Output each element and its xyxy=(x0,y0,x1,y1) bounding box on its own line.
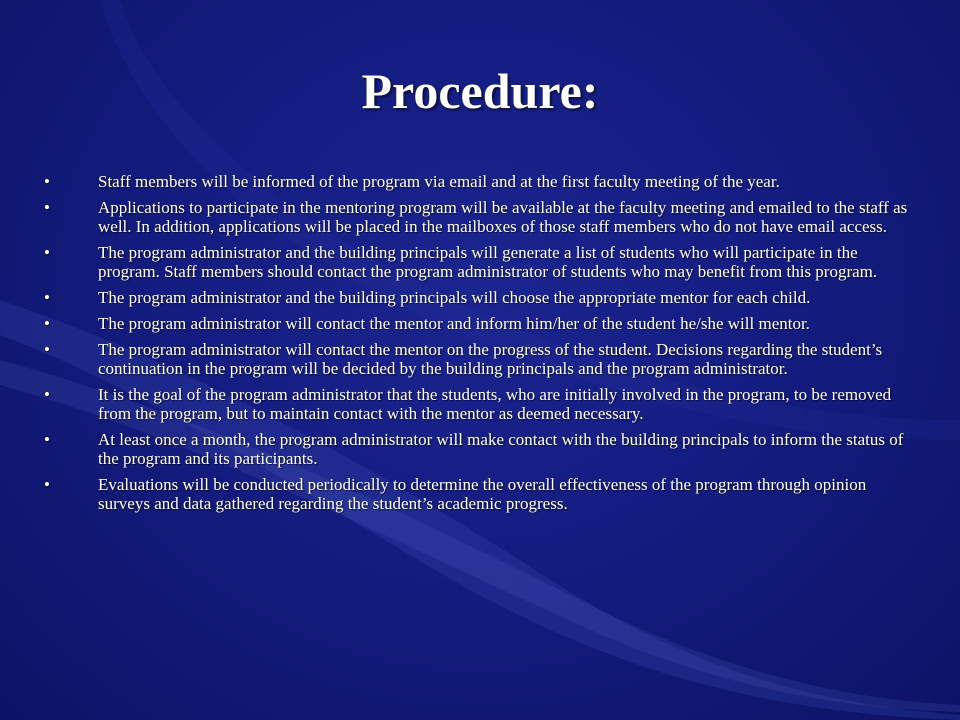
bullet-text: The program administrator and the building principals will generate a list of students who will participate in the program. Staff members should contact the program administrator of students who may benefit from this program. xyxy=(98,243,878,281)
slide-title: Procedure: xyxy=(361,63,599,119)
list-item xyxy=(40,385,910,423)
list-item xyxy=(40,314,910,333)
bullet-icon: • xyxy=(44,340,50,359)
list-item xyxy=(40,243,910,281)
bullet-icon: • xyxy=(44,172,50,191)
bullet-text: Evaluations will be conducted periodically to determine the overall effectiveness of the program through opinion surveys and data gathered regarding the student’s academic progress. xyxy=(98,475,867,513)
bullet-icon: • xyxy=(44,475,50,494)
list-item xyxy=(40,288,910,307)
bullet-text: The program administrator will contact the mentor and inform him/her of the student he/she will mentor. xyxy=(98,314,810,333)
bullet-icon: • xyxy=(44,288,50,307)
bullet-text: Staff members will be informed of the program via email and at the first faculty meeting of the year. xyxy=(98,172,780,191)
bullet-text: At least once a month, the program administrator will make contact with the building principals to inform the status of the program and its participants. xyxy=(98,430,904,468)
list-item xyxy=(40,198,910,236)
list-item xyxy=(40,430,910,468)
procedure-list xyxy=(40,172,910,520)
bullet-text: The program administrator will contact the mentor on the progress of the student. Decisions regarding the student’s continuation in the program will be decided by the building principals and the program administrator. xyxy=(98,340,883,378)
list-item xyxy=(40,475,910,513)
list-item xyxy=(40,172,910,191)
bullet-text: The program administrator and the building principals will choose the appropriate mentor for each child. xyxy=(98,288,811,307)
bullet-icon: • xyxy=(44,385,50,404)
bullet-text: Applications to participate in the mentoring program will be available at the faculty meeting and emailed to the staff as well. In addition, applications will be placed in the mailboxes of those staff members who do not have email access. xyxy=(98,198,908,236)
list-item xyxy=(40,340,910,378)
bullet-icon: • xyxy=(44,198,50,217)
bullet-icon: • xyxy=(44,430,50,449)
bullet-icon: • xyxy=(44,314,50,333)
bullet-text: It is the goal of the program administrator that the students, who are initially involved in the program, to be removed from the program, but to maintain contact with the mentor as deemed necessary. xyxy=(98,385,892,423)
bullet-icon: • xyxy=(44,243,50,262)
